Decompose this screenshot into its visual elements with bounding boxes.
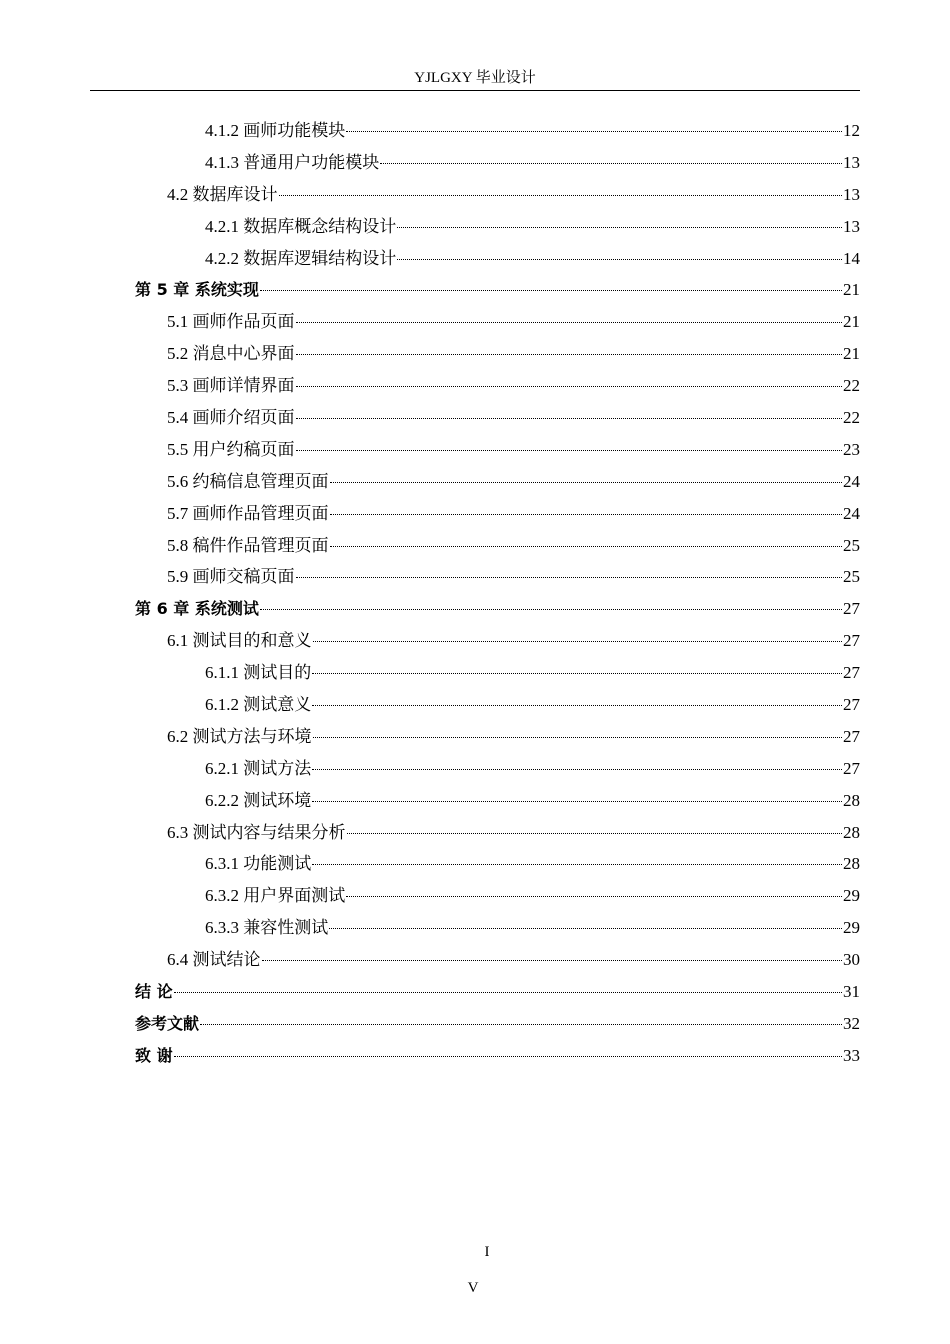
toc-entry[interactable]	[0, 338, 950, 370]
toc-dot-leader	[312, 705, 842, 706]
toc-entry[interactable]	[0, 306, 950, 338]
toc-entry[interactable]	[0, 880, 950, 912]
toc-dot-leader	[260, 609, 842, 610]
toc-dot-leader	[330, 546, 843, 547]
toc-entry-page: 27	[843, 663, 860, 683]
section-number: V	[467, 1280, 479, 1296]
toc-entry-label: 6.1.1 测试目的	[205, 663, 312, 683]
toc-entry-label: 6.2.1 测试方法	[205, 758, 312, 778]
toc-entry-label: 6.2 测试方法与环境	[167, 726, 312, 746]
toc-entry-page: 30	[843, 950, 860, 970]
toc-entry[interactable]	[0, 976, 950, 1008]
page-number: I	[484, 1244, 490, 1260]
toc-entry[interactable]	[0, 402, 950, 434]
toc-entry[interactable]	[0, 243, 950, 275]
toc-entry-label: 6.3.2 用户界面测试	[205, 886, 346, 906]
toc-entry[interactable]	[0, 593, 950, 625]
toc-dot-leader	[296, 354, 843, 355]
toc-dot-leader	[313, 641, 843, 642]
toc-dot-leader	[296, 322, 843, 323]
toc-entry[interactable]	[0, 530, 950, 562]
table-of-contents	[0, 115, 950, 1072]
toc-entry-label: 6.1 测试目的和意义	[167, 631, 312, 651]
toc-dot-leader	[296, 386, 843, 387]
toc-dot-leader	[260, 290, 842, 291]
toc-entry-page: 27	[843, 726, 860, 746]
toc-dot-leader	[330, 482, 843, 483]
toc-entry-label: 4.2.2 数据库逻辑结构设计	[205, 248, 397, 268]
toc-entry-label: 5.9 画师交稿页面	[167, 567, 295, 587]
toc-entry-page: 25	[843, 535, 860, 555]
toc-dot-leader	[329, 928, 842, 929]
toc-entry[interactable]	[0, 785, 950, 817]
toc-entry-label: 4.1.2 画师功能模块	[205, 121, 346, 140]
toc-dot-leader	[397, 259, 842, 260]
toc-entry-page: 13	[843, 184, 860, 204]
toc-entry-label: 4.1.3 普通用户功能模块	[205, 152, 380, 172]
toc-dot-leader	[200, 1024, 842, 1025]
toc-entry-label: 5.7 画师作品管理页面	[167, 503, 329, 523]
toc-dot-leader	[296, 418, 843, 419]
toc-dot-leader	[346, 131, 842, 132]
toc-entry-label: 6.3.1 功能测试	[205, 854, 312, 874]
toc-entry-page: 24	[843, 503, 860, 523]
toc-dot-leader	[312, 673, 842, 674]
toc-entry-page: 29	[843, 886, 860, 906]
toc-entry-label: 第 6 章 系统测试	[135, 599, 259, 619]
toc-dot-leader	[312, 864, 842, 865]
toc-entry-page: 29	[843, 918, 860, 938]
toc-entry[interactable]	[0, 115, 950, 147]
toc-entry-label: 5.1 画师作品页面	[167, 312, 295, 332]
toc-entry-label: 5.2 消息中心界面	[167, 344, 295, 364]
toc-dot-leader	[380, 163, 842, 164]
toc-dot-leader	[296, 450, 843, 451]
toc-entry-page: 28	[843, 790, 860, 810]
toc-entry-label: 5.6 约稿信息管理页面	[167, 471, 329, 491]
toc-entry-label: 6.1.2 测试意义	[205, 695, 312, 715]
toc-entry-page: 27	[843, 631, 860, 651]
toc-entry[interactable]	[0, 817, 950, 849]
toc-entry-page: 25	[843, 567, 860, 587]
toc-dot-leader	[174, 1056, 842, 1057]
toc-entry-page: 28	[843, 854, 860, 874]
toc-entry-page: 21	[843, 280, 860, 300]
toc-dot-leader	[347, 833, 843, 834]
toc-entry-label: 6.3.3 兼容性测试	[205, 918, 329, 938]
toc-entry-label: 第 5 章 系统实现	[135, 280, 259, 300]
toc-entry-label: 4.2 数据库设计	[167, 184, 278, 204]
toc-entry[interactable]	[0, 1040, 950, 1072]
toc-entry[interactable]	[0, 721, 950, 753]
toc-dot-leader	[296, 577, 843, 578]
toc-dot-leader	[397, 227, 842, 228]
toc-entry[interactable]	[0, 912, 950, 944]
toc-entry[interactable]	[0, 179, 950, 211]
toc-entry[interactable]	[0, 466, 950, 498]
toc-entry-page: 22	[843, 376, 860, 396]
toc-entry-label: 6.4 测试结论	[167, 950, 261, 970]
toc-dot-leader	[262, 960, 843, 961]
toc-entry-page: 13	[843, 152, 860, 172]
toc-entry[interactable]	[0, 1008, 950, 1040]
toc-entry-label: 5.5 用户约稿页面	[167, 439, 295, 459]
toc-entry[interactable]	[0, 147, 950, 179]
toc-entry[interactable]	[0, 561, 950, 593]
toc-entry-page: 27	[843, 599, 860, 619]
toc-entry-label: 5.4 画师介绍页面	[167, 408, 295, 428]
toc-entry-label: 5.8 稿件作品管理页面	[167, 535, 329, 555]
toc-entry[interactable]	[0, 753, 950, 785]
toc-dot-leader	[312, 769, 842, 770]
toc-entry-page: 13	[843, 216, 860, 236]
toc-entry-page: 21	[843, 344, 860, 364]
toc-entry-page: 21	[843, 312, 860, 332]
toc-entry[interactable]	[0, 625, 950, 657]
toc-entry-label: 结 论	[135, 982, 173, 1002]
toc-entry-page: 27	[843, 758, 860, 778]
toc-dot-leader	[346, 896, 842, 897]
toc-entry-page: 14	[843, 248, 860, 268]
toc-entry-page: 31	[843, 982, 860, 1002]
toc-entry-label: 4.2.1 数据库概念结构设计	[205, 216, 397, 236]
toc-dot-leader	[279, 195, 843, 196]
toc-entry[interactable]	[0, 274, 950, 306]
toc-entry[interactable]	[0, 370, 950, 402]
toc-dot-leader	[312, 801, 842, 802]
toc-entry-page: 32	[843, 1013, 860, 1033]
toc-entry-page: 12	[843, 121, 860, 140]
toc-entry-label: 致 谢	[135, 1045, 173, 1065]
toc-entry[interactable]	[0, 434, 950, 466]
toc-dot-leader	[174, 992, 842, 993]
toc-entry-page: 28	[843, 822, 860, 842]
toc-entry[interactable]	[0, 848, 950, 880]
toc-entry-page: 23	[843, 439, 860, 459]
page-header: YJLGXY 毕业设计	[90, 66, 860, 91]
toc-entry[interactable]	[0, 689, 950, 721]
toc-entry[interactable]	[0, 498, 950, 530]
toc-entry-page: 27	[843, 695, 860, 715]
toc-entry-label: 6.2.2 测试环境	[205, 790, 312, 810]
toc-entry[interactable]	[0, 657, 950, 689]
toc-entry-page: 33	[843, 1045, 860, 1065]
toc-entry[interactable]	[0, 211, 950, 243]
toc-entry-label: 6.3 测试内容与结果分析	[167, 822, 346, 842]
toc-dot-leader	[330, 514, 843, 515]
toc-entry[interactable]	[0, 944, 950, 976]
toc-entry-label: 参考文献	[135, 1013, 200, 1033]
toc-entry-label: 5.3 画师详情界面	[167, 376, 295, 396]
toc-dot-leader	[313, 737, 843, 738]
toc-entry-page: 22	[843, 408, 860, 428]
toc-entry-page: 24	[843, 471, 860, 491]
